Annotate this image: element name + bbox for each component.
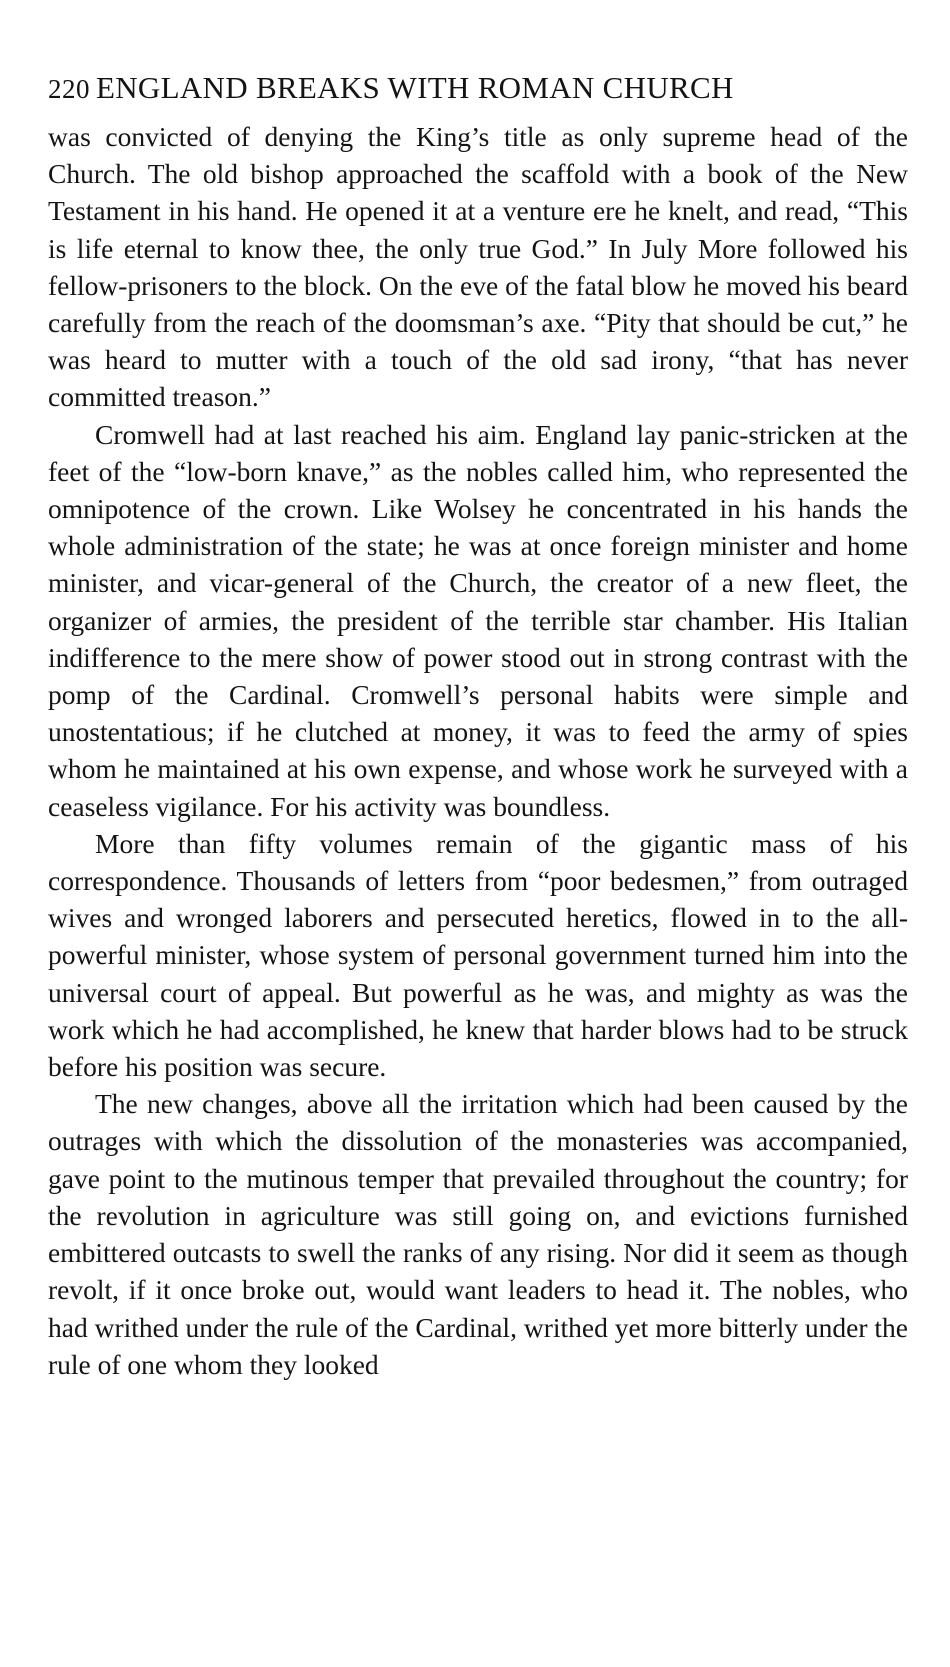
paragraph-1: was convicted of denying the King’s title as only supreme head of the Church. The old bishop approached the scaffold with a book of the New Testament in his hand. He opened it at a venture ere he knelt, and read, “This is life eternal to know thee, the only true God.” In July More followed his fellow-prisoners to the block. On the eve of the fatal blow he moved his beard carefully from the reach of the doomsman’s axe. “Pity that should be cut,” he was heard to mutter with a touch of the old sad irony, “that has never committed treason.”	[48, 121, 908, 413]
chapter-title: ENGLAND BREAKS WITH ROMAN CHURCH	[96, 70, 734, 105]
body-text	[48, 118, 908, 1383]
paragraph-2: Cromwell had at last reached his aim. England lay panic-stricken at the feet of the “low-born knave,” as the nobles called him, who represented the omnipotence of the crown. Like Wolsey he concentrated in his hands the whole administration of the state; he was at once foreign minister and home minister, and vicar-general of the Church, the creator of a new fleet, the organizer of armies, the president of the terrible star chamber. His Italian indifference to the mere show of power stood out in strong contrast with the pomp of the Cardinal. Cromwell’s personal habits were simple and unostentatious; if he clutched at money, it was to feed the army of spies whom he maintained at his own expense, and whose work he surveyed with a ceaseless vigilance. For his activity was boundless.	[48, 418, 908, 822]
paragraph-3: More than fifty volumes remain of the gigantic mass of his correspondence. Thousands of letters from “poor bedesmen,” from outraged wives and wronged laborers and persecuted heretics, flowed in to the all-powerful minister, whose system of personal government turned him into the universal court of appeal. But powerful as he was, and mighty as was the work which he had accomplished, he knew that harder blows had to be struck before his position was secure.	[48, 827, 908, 1083]
page-number: 220	[48, 74, 90, 104]
book-page	[48, 70, 908, 1383]
running-head	[48, 70, 908, 118]
paragraph-4: The new changes, above all the irritation which had been caused by the outrages with which the dissolution of the monasteries was accompanied, gave point to the mutinous temper that prevailed throughout the country; for the revolution in agriculture was still going on, and evictions furnished embittered outcasts to swell the ranks of any rising. Nor did it seem as though revolt, if it once broke out, would want leaders to head it. The nobles, who had writhed under the rule of the Cardinal, writhed yet more bitterly under the rule of one whom they looked	[48, 1088, 908, 1380]
